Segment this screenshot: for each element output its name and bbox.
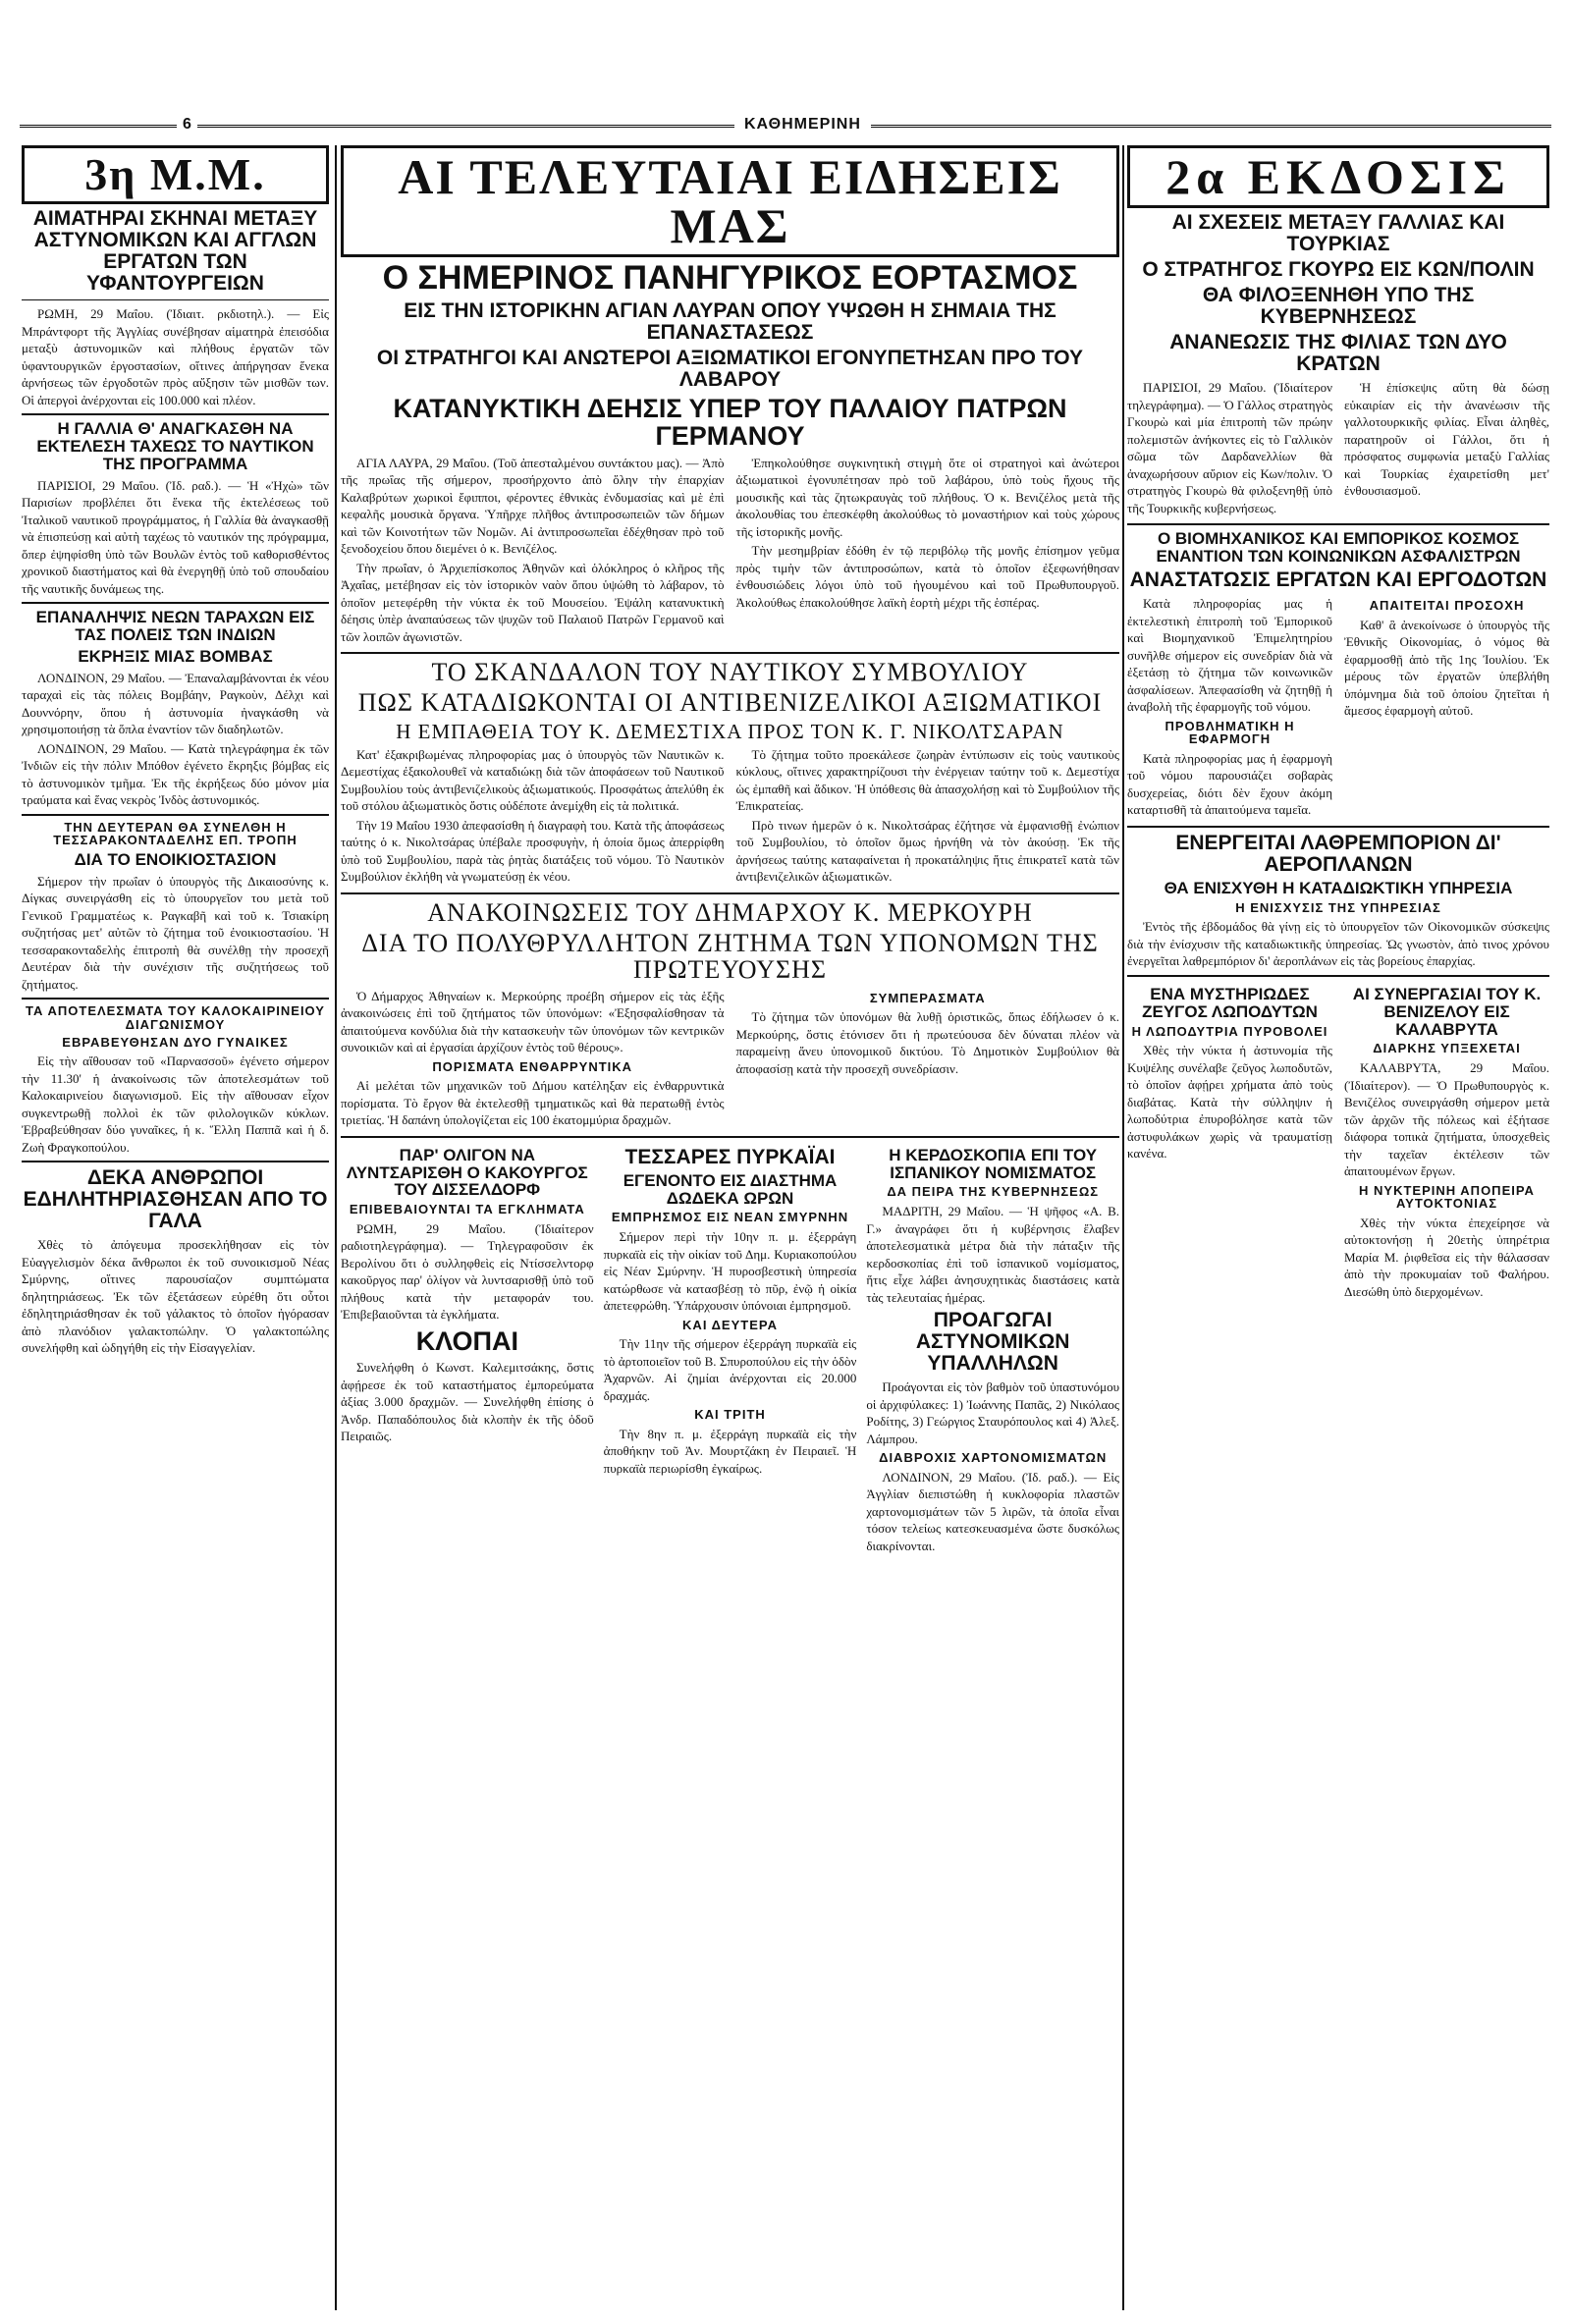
paragraph: Χθὲς τὴν νύκτα ἐπεχείρησε νὰ αὐτοκτονήσῃ ἡ 20ετὴς ὑπηρέτρια Μαρία Μ. ῥιφθεῖσα εἰς τὴν θάλασσαν ἀπὸ τὴν προκυμαίαν τοῦ Φαλήρου. Διεσώθη ὑπὸ διερχομένων. xyxy=(1344,1215,1549,1299)
article-france-turkey xyxy=(1127,379,1549,518)
subheadline-hosted: ΘΑ ΦΙΛΟΞΕΝΗΘΗ ΥΠΟ ΤΗΣ ΚΥΒΕΡΝΗΣΕΩΣ xyxy=(1202,284,1475,329)
subhead-crimes: ΕΠΙΒΕΒΑΙΟΥΝΤΑΙ ΤΑ ΕΓΚΛΗΜΑΤΑ xyxy=(349,1202,585,1217)
article-navy-scandal xyxy=(341,746,1119,888)
paragraph: Τὴν πρωΐαν, ὁ Ἀρχιεπίσκοπος Ἀθηνῶν καὶ ὁλόκληρος ὁ κλῆρος τῆς Ἀχαΐας, μετέβησαν εἰς τὸν ἱστορικὸν ναὸν ὅπου ὑψώθη τὸ λάβαρον, τὸ ὁποῖον μετεφέρθη τὴν νύκτα ἐκ τοῦ Μουσείου. Ἐψάλη κατανυκτικὴ δέησις ὑπὲρ ἀναπαύσεως τῶν ψυχῶν τοῦ Παλαιοῦ Πατρῶν Γερμανοῦ καὶ τῶν λοιπῶν ἀγωνιστῶν. xyxy=(341,560,725,644)
subheadline-twelve-hours: ΕΓΕΝΟΝΤΟ ΕΙΣ ΔΙΑΣΤΗΜΑ ΔΩΔΕΚΑ ΩΡΩΝ xyxy=(623,1170,838,1208)
article-bomb: ΛΟΝΔΙΝΟΝ, 29 Μαΐου. — Κατὰ τηλεγράφημα ἐκ τῶν Ἰνδιῶν εἰς τὴν πόλιν Μπόθον ἐγένετο ἔκρηξις βόμβας εἰς τὸ ἀστυνομικὸν τμῆμα. Ἐκ τῆς ἐκρήξεως δύο μόνον μία τραύματα καὶ ἕνας νεκρὸς Ἰνδὸς ἀστυνομικός. xyxy=(22,740,329,808)
subhead-shooting: Η ΛΩΠΟΔΥΤΡΙΑ ΠΥΡΟΒΟΛΕΙ xyxy=(1131,1023,1328,1039)
center-column xyxy=(341,145,1119,2310)
article-smuggling: Ἐντὸς τῆς ἑβδομάδος θὰ γίνῃ εἰς τὸ ὑπουργεῖον τῶν Οἰκονομικῶν σύσκεψις διὰ τὴν ἐνίσχυσιν τῆς καταδιωκτικῆς ὑπηρεσίας. Ὡς γνωστὸν, ἀπὸ τινος χρόνου ἐνεργεῖται λαθρεμπόριον δι' ἀεροπλάνων εἰς τὰς βορείους ἐπαρχίας. xyxy=(1127,919,1549,969)
subheadline-generals: ΟΙ ΣΤΡΑΤΗΓΟΙ ΚΑΙ ΑΝΩΤΕΡΟΙ ΑΞΙΩΜΑΤΙΚΟΙ ΕΓΟΝΥΠΕΤΗΣΑΝ ΠΡΟ ΤΟΥ ΛΑΒΑΡΟΥ xyxy=(376,346,1084,391)
paragraph: ΜΑΔΡΙΤΗ, 29 Μαΐου. — Ἡ ψῆφος «Α. Β. Γ.» ἀναγράφει ὅτι ἡ κυβέρνησις ἔλαβεν ἀποτελεσματικὰ μέτρα διὰ τὴν πάταξιν τῆς κερδοσκοπίας ἐπὶ τοῦ ἰσπανικοῦ νομίσματος, ἥτις εἶχε λάβει ἀνησυχητικὰς διαστάσεις κατὰ τὰς τελευταίας ἡμέρας. xyxy=(866,1204,1119,1305)
article-venizelos xyxy=(1344,982,1549,1302)
divider xyxy=(341,892,1119,894)
headline-peseta: Η ΚΕΡΔΟΣΚΟΠΙΑ ΕΠΙ ΤΟΥ ΙΣΠΑΝΙΚΟΥ ΝΟΜΙΣΜΑΤΟΣ xyxy=(889,1145,1098,1182)
article-pickpockets xyxy=(1127,982,1332,1302)
headline-celebration: Ο ΣΗΜΕΡΙΝΟΣ ΠΑΝΗΓΥΡΙΚΟΣ ΕΟΡΤΑΣΜΟΣ xyxy=(382,259,1078,297)
divider xyxy=(22,413,329,415)
headline-dusseldorf: ΠΑΡ' ΟΛΙΓΟΝ ΝΑ ΛΥΝΤΣΑΡΙΣΘΗ Ο ΚΑΚΟΥΡΓΟΣ ΤΟΥ ΔΙΣΣΕΛΔΟΡΦ xyxy=(346,1145,588,1200)
subheadline-sewers: ΔΙΑ ΤΟ ΠΟΛΥΘΡΥΛΛΗΤΟΝ ΖΗΤΗΜΑ ΤΩΝ ΥΠΟΝΟΜΩΝ ΤΗΣ ΠΡΩΤΕΥΟΥΣΗΣ xyxy=(361,929,1099,985)
page-header-rule xyxy=(20,116,1551,135)
headline-navy-scandal: ΤΟ ΣΚΑΝΔΑΛΟΝ ΤΟΥ ΝΑΥΤΙΚΟΥ ΣΥΜΒΟΥΛΙΟΥ xyxy=(431,658,1029,687)
subheadline-officers: ΠΩΣ ΚΑΤΑΔΙΩΚΟΝΤΑΙ ΟΙ ΑΝΤΙΒΕΝΙΖΕΛΙΚΟΙ ΑΞΙΩΜΑΤΙΚΟΙ xyxy=(357,688,1103,718)
subhead-third: ΚΑΙ ΤΡΙΤΗ xyxy=(694,1407,766,1423)
article-peseta xyxy=(866,1143,1119,1557)
subhead-suicide: Η ΝΥΚΤΕΡΙΝΗ ΑΠΟΠΕΙΡΑ ΑΥΤΟΚΤΟΝΙΑΣ xyxy=(1359,1182,1535,1212)
subhead-continues: ΔΙΑΡΚΗΣ ΥΠΞΕΧΕΤΑΙ xyxy=(1373,1041,1521,1056)
divider xyxy=(1127,523,1549,525)
divider xyxy=(1127,826,1549,828)
headline-france-navy: Η ΓΑΛΛΙΑ Θ' ΑΝΑΓΚΑΣΘΗ ΝΑ ΕΚΤΕΛΕΣΗ ΤΑΧΕΩΣ ΤΟ ΝΑΥΤΙΚΟΝ ΤΗΣ ΠΡΟΓΡΑΜΜΑ xyxy=(36,419,314,473)
headline-mayor: ΑΝΑΚΟΙΝΩΣΕΙΣ ΤΟΥ ΔΗΜΑΡΧΟΥ Κ. ΜΕΡΚΟΥΡΗ xyxy=(427,897,1033,927)
headline-pickpockets: ΕΝΑ ΜΥΣΤΗΡΙΩΔΕΣ ΖΕΥΓΟΣ ΛΩΠΟΔΥΤΩΝ xyxy=(1142,984,1318,1021)
bottom-right-row xyxy=(1127,982,1549,1302)
divider xyxy=(22,1161,329,1162)
column-divider-left xyxy=(335,145,337,2310)
subhead-thefts: ΚΛΟΠΑΙ xyxy=(415,1325,518,1356)
subhead-conclusions: ΣΥΜΠΕΡΑΣΜΑΤΑ xyxy=(869,990,986,1005)
paragraph: Κατὰ πληροφορίας μας ἡ ἐκτελεστικὴ ἐπιτροπὴ τοῦ Ἐμπορικοῦ καὶ Βιομηχανικοῦ Ἐπιμελητηρίου συνῆλθε σήμερον εἰς συνεδρίαν διὰ νὰ ἐξετάσῃ τὸ ζήτημα τῶν κοινωνικῶν ἀσφαλίσεων. Ἀπεφασίσθη νὰ ζητηθῇ ἡ ἀναβολὴ τῆς ἐφαρμογῆς τοῦ νόμου. xyxy=(1127,596,1332,715)
paragraph: Τὸ ζήτημα τῶν ὑπονόμων θὰ λυθῇ ὁριστικῶς, ὅπως ἐδήλωσεν ὁ κ. Μερκούρης, ὅστις ἐτόνισεν ὅτι ἡ πρωτεύουσα δὲν δύναται πλέον νὰ παραμείνῃ ἄνευ ὑπονομικοῦ δικτύου. Τὸ Δημοτικὸν Συμβούλιον θὰ ἀποφασίσῃ κατὰ τὴν προσεχῆ συνεδρίασιν. xyxy=(735,1009,1119,1076)
paragraph: ΛΟΝΔΙΝΟΝ, 29 Μαΐου. (Ἰδ. ραδ.). — Εἰς Ἀγγλίαν διεπιστώθη ἡ κυκλοφορία πλαστῶν χαρτονομισμάτων τῶν 5 λιρῶν, τὰ ὁποῖα εἶναι τόσον τελείως κατεσκευασμένα ὥστε δυσκόλως διακρίνονται. xyxy=(866,1469,1119,1553)
subhead-banknotes: ΔΙΑΒΡΟΧΙΣ ΧΑΡΤΟΝΟΜΙΣΜΑΤΩΝ xyxy=(879,1450,1108,1466)
subheadline-arson: ΕΜΠΡΗΣΜΟΣ ΕΙΣ ΝΕΑΝ ΣΜΥΡΝΗΝ xyxy=(611,1210,849,1225)
subheadline-germanos: ΚΑΤΑΝΥΚΤΙΚΗ ΔΕΗΣΙΣ ΥΠΕΡ ΤΟΥ ΠΑΛΑΙΟΥ ΠΑΤΡΩΝ ΓΕΡΜΑΝΟΥ xyxy=(393,393,1067,452)
headline-fires: ΤΕΣΣΑΡΕΣ ΠΥΡΚΑΪΑΙ xyxy=(624,1145,836,1168)
divider xyxy=(341,652,1119,654)
paragraph: Συνελήφθη ὁ Κωνστ. Καλεμιτσάκης, ὅστις ἀφῄρεσε ἐκ τοῦ καταστήματος ἐμπορεύματα ἀξίας 3.000 δραχμῶν. — Συνελήφθη ἐπίσης ὁ Ἀνδρ. Παπαδόπουλος διὰ κλοπὴν ἐκ τῆς ὁδοῦ Πειραιῶς. xyxy=(341,1360,594,1444)
headline-smuggling: ΕΝΕΡΓΕΙΤΑΙ ΛΑΘΡΕΜΠΟΡΙΟΝ ΔΙ' ΑΕΡΟΠΛΑΝΩΝ xyxy=(1175,831,1501,876)
subheadline-unrest: ΑΝΑΣΤΑΤΩΣΙΣ ΕΡΓΑΤΩΝ ΚΑΙ ΕΡΓΟΔΟΤΩΝ xyxy=(1129,568,1547,592)
left-column xyxy=(22,145,329,2310)
paragraph: Τὴν 8ην π. μ. ἐξερράγη πυρκαϊὰ εἰς τὴν ἀποθήκην τοῦ Ἀν. Μουρτζάκη ἐν Πειραιεῖ. Ἡ πυρκαϊὰ περιωρίσθη ἐγκαίρως. xyxy=(603,1426,857,1476)
paragraph: Τὴν μεσημβρίαν ἐδόθη ἐν τῷ περιβόλῳ τῆς μονῆς ἐπίσημον γεῦμα πρὸς τιμὴν τῶν ἀντιπροσώπων, κατὰ τὸ ὁποῖον ἐξεφωνήθησαν ἐνθουσιώδεις λόγοι ὑπὸ τοῦ ἡγουμένου καὶ τοῦ Πρωθυπουργοῦ. Ἀκολούθως ἐπακολούθησε λαϊκὴ ἑορτὴ μέχρι τῆς ἑσπέρας. xyxy=(735,543,1119,610)
article-celebration xyxy=(341,455,1119,648)
article-committee: Σήμερον τὴν πρωΐαν ὁ ὑπουργὸς τῆς Δικαιοσύνης κ. Δίγκας συνειργάσθη εἰς τὸ ὑπουργεῖον του μετὰ τοῦ Γενικοῦ Γραμματέως κ. Ραγκαβῆ καὶ τοῦ κ. Τσιακίρη συζητήσας μετ' αὐτῶν τὸ ζήτημα τοῦ ἐνοικιοστασίου. Ἡ τεσσαρακονταδελὴς ἐπιτροπὴ θὰ συνέλθῃ τὴν προσεχῆ Δευτέραν διὰ τὴν συνέχισιν τῆς συζητήσεως τοῦ ζητήματος. xyxy=(22,873,329,992)
subhead-second: ΚΑΙ ΔΕΥΤΕΡΑ xyxy=(682,1317,778,1332)
divider xyxy=(22,602,329,604)
article-riots: ΡΩΜΗ, 29 Μαΐου. (Ἰδιαιτ. ρκδιοτηλ.). — Εἰς Μπράντφορτ τῆς Ἀγγλίας συνέβησαν αἱματηρὰ ἐπεισόδια μεταξὺ ἀστυνομικῶν καὶ πλήθους ἐργατῶν τῶν ὑφαντουργικῶν ἐργοστασίων, οἵτινες ἀπήργησαν ἕνεκα ἀρνήσεως τῶν ἐργοδοτῶν πρὸς αὔξησιν τῶν μισθῶν των. Οἱ ἀπεργοὶ ἀνέρχονται εἰς 100.000 καὶ πλέον. xyxy=(22,306,329,407)
paragraph: Πρὸ τινων ἡμερῶν ὁ κ. Νικολτσάρας ἐζήτησε νὰ ἐμφανισθῇ ἐνώπιον τοῦ Συμβουλίου, τὸ ὁποῖον ὅμως ἠρνήθη νὰ τὸν ἀκούσῃ. Ἐκ τῆς ἀρνήσεως ταύτης καταφαίνεται ἡ προκατάληψις ἥτις ἐπικρατεῖ κατὰ τῶν ἀντιβενιζελικῶν ἀξιωματικῶν. xyxy=(735,817,1119,885)
subheadline-women: ΕΒΡΑΒΕΥΘΗΣΑΝ ΔΥΟ ΓΥΝΑΙΚΕΣ xyxy=(62,1034,289,1050)
paragraph: Τὴν 19 Μαΐου 1930 ἀπεφασίσθη ἡ διαγραφὴ του. Κατὰ τῆς ἀποφάσεως ταύτης ὁ κ. Νικολτσάρας ὑπέβαλε προσφυγὴν, ἡ ὁποία ὅμως ἀπερρίφθη ὑπὸ τοῦ Συμβουλίου, παρὰ τὰς ῥητὰς διατάξεις τοῦ νόμου. Τὸ Ναυτικὸν Συμβούλιον ἐκλήθη νὰ γνωματεύσῃ ἐκ νέου. xyxy=(341,817,725,885)
subhead-government: ΔΑ ΠΕΙΡΑ ΤΗΣ ΚΥΒΕΡΝΗΣΕΩΣ xyxy=(887,1184,1100,1200)
article-france-navy: ΠΑΡΙΣΙΟΙ, 29 Μαΐου. (Ἰδ. ραδ.). — Ἡ «Ἠχὼ» τῶν Παρισίων προβλέπει ὅτι ἕνεκα τῆς ἐκτελέσεως τοῦ Ἰταλικοῦ ναυτικοῦ προγράμματος, ἡ Γαλλία θὰ ἀναγκασθῇ νὰ ἐπισπεύσῃ καὶ αὐτὴ ταχέως τὸ ναυτικόν της πρόγραμμα, ὅπερ ἐψηφίσθη ὑπὸ τῶν Βουλῶν ἐντὸς τοῦ καθορισθέντος χρονικοῦ διαστήματος καὶ θὰ ἐνεργηθῇ ὑπὸ τοῦ σπουδαίου τῆς ναυτικῆς δυνάμεως της. xyxy=(22,477,329,596)
article-india: ΛΟΝΔΙΝΟΝ, 29 Μαΐου. — Ἐπαναλαμβάνονται ἐκ νέου ταραχαὶ εἰς τὰς πόλεις Βομβάην, Ραγκοὺν, Δέλχι καὶ Δουννόρην, ὅπου ἡ ἀστυνομία ἠναγκάσθη νὰ χρησιμοποιήσῃ τὰ ὅπλα ἐναντίον τῶν διαδηλωτῶν. xyxy=(22,670,329,737)
paragraph: Τὴν 11ην τῆς σήμερον ἐξερράγη πυρκαϊὰ εἰς τὸ ἀρτοποιεῖον τοῦ Β. Σπυροπούλου εἰς τὴν ὁδὸν Ἀχαρνῶν. Αἱ ζημίαι ἀνέρχονται εἰς 20.000 δραχμάς. xyxy=(603,1336,857,1403)
subheadline-lavra: ΕΙΣ ΤΗΝ ΙΣΤΟΡΙΚΗΝ ΑΓΙΑΝ ΛΑΥΡΑΝ ΟΠΟΥ ΥΨΩΘΗ Η ΣΗΜΑΙΑ ΤΗΣ ΕΠΑΝΑΣΤΑΣΕΩΣ xyxy=(404,298,1056,344)
headline-india: ΕΠΑΝΑΛΗΨΙΣ ΝΕΩΝ ΤΑΡΑΧΩΝ ΕΙΣ ΤΑΣ ΠΟΛΕΙΣ ΤΩΝ ΙΝΔΙΩΝ xyxy=(35,608,315,645)
subheadline-bomb: ΕΚΡΗΞΙΣ ΜΙΑΣ ΒΟΜΒΑΣ xyxy=(78,646,273,666)
paragraph: Τὸ ζήτημα τοῦτο προεκάλεσε ζωηρὰν ἐντύπωσιν εἰς τοὺς ναυτικοὺς κύκλους, οἵτινες χαρακτηρίζουσι τὴν ἐνέργειαν ταύτην τοῦ κ. Δεμεστίχα ὡς ἐμπαθῆ καὶ ἄδικον. Ἡ ὑπόθεσις θὰ ἀπασχολήσῃ καὶ τὸ Συμβούλιον τῆς Ἐπικρατείας. xyxy=(735,746,1119,814)
subhead-attention: ΑΠΑΙΤΕΙΤΑΙ ΠΡΟΣΟΧΗ xyxy=(1369,598,1525,614)
masthead: ΚΑΘΗΜΕΡΙΝΗ xyxy=(734,116,871,134)
headline-insurance: Ο ΒΙΟΜΗΧΑΝΙΚΟΣ ΚΑΙ ΕΜΠΟΡΙΚΟΣ ΚΟΣΜΟΣ ΕΝΑΝΤΙΟΝ ΤΩΝ ΚΟΙΝΩΝΙΚΩΝ ΑΣΦΑΛΙΣΤΡΩΝ xyxy=(1156,529,1521,567)
subhead-reinforcement: Η ΕΝΙΣΧΥΣΙΣ ΤΗΣ ΥΠΗΡΕΣΙΑΣ xyxy=(1235,899,1441,915)
article-contest: Εἰς τὴν αἴθουσαν τοῦ «Παρνασσοῦ» ἐγένετο σήμερον τὴν 11.30' ἡ ἀνακοίνωσις τῶν ἀποτελεσμάτων τοῦ Καλοκαιρινείου διαγωνισμοῦ. Εἰς τὴν αἴθουσαν εἶχον συγκεντρωθῇ πολλοὶ ἐκ τῶν φιλολογικῶν κύκλων. Ἐβραβεύθησαν δύο γυναῖκες, ἡ κ. Ἕλλη Παππᾶ καὶ ἡ δ. Ζωὴ Φραγκοπούλου. xyxy=(22,1054,329,1155)
article-fires xyxy=(604,1143,857,1557)
divider xyxy=(341,1136,1119,1138)
article-mayor xyxy=(341,988,1119,1131)
divider xyxy=(22,814,329,816)
paragraph: Κατ' ἐξακριβωμένας πληροφορίας μας ὁ ὑπουργὸς τῶν Ναυτικῶν κ. Δεμεστίχας ἐξακολουθεῖ νὰ καταδιώκῃ διὰ τῶν ἀποφάσεων τοῦ Ναυτικοῦ Συμβουλίου τοὺς ἀντιβενιζελικοὺς ἀξιωματικούς. Προσφάτως ἀπελύθη ἐκ τοῦ στόλου ἀξιωματικὸς ὅστις οὐδέποτε ἀνεμίχθη εἰς τὰ πολιτικά. xyxy=(341,746,725,814)
edition-title: 3η Μ.Μ. xyxy=(22,145,329,204)
paragraph: Χθὲς τὴν νύκτα ἡ ἀστυνομία τῆς Κυψέλης συνέλαβε ζεῦγος λωποδυτῶν, τὸ ὁποῖον ἀφῄρει χρήματα ἀπὸ τοὺς διαβάτας. Κατὰ τὴν σύλληψιν ἡ λωποδύτρια ἐπυροβόλησε κατὰ τῶν ἀστυφυλάκων χωρὶς νὰ τραυματίσῃ κανένα. xyxy=(1127,1043,1332,1162)
second-edition-banner: 2α ΕΚΔΟΣΙΣ xyxy=(1127,145,1549,208)
headline-contest: ΤΑ ΑΠΟΤΕΛΕΣΜΑΤΑ ΤΟΥ ΚΑΛΟΚΑΙΡΙΝΕΙΟΥ ΔΙΑΓΩΝΙΣΜΟΥ xyxy=(26,1003,325,1033)
paragraph: ΠΑΡΙΣΙΟΙ, 29 Μαΐου. (Ἰδιαίτερον τηλεγράφημα). — Ὁ Γάλλος στρατηγὸς Γκουρὼ καὶ μία ἐπιτροπὴ τῶν πρώην πολεμιστῶν ἀνήκοντες εἰς τὸ Γαλλικὸν σῶμα τῶν Δαρδανελλίων θὰ ἀναχωρήσουν αὔριον εἰς Κων/πολιν. Ὁ στρατηγὸς Γκουρὼ θὰ φιλοξενηθῇ ὑπὸ τῆς Τουρκικῆς κυβερνήσεως. xyxy=(1127,380,1332,515)
subheadline-gouraud: Ο ΣΤΡΑΤΗΓΟΣ ΓΚΟΥΡΩ ΕΙΣ ΚΩΝ/ΠΟΛΙΝ xyxy=(1142,258,1535,282)
paragraph: Αἱ μελέται τῶν μηχανικῶν τοῦ Δήμου κατέληξαν εἰς ἐνθαρρυντικὰ πορίσματα. Τὸ ἔργον θὰ ἐκτελεσθῇ τμηματικῶς καὶ θὰ περατωθῇ ἐντὸς τριετίας. Ἡ δαπάνη ὑπολογίζεται εἰς 100 ἑκατομμύρια δραχμῶν. xyxy=(341,1078,725,1128)
subheadline-friendship: ΑΝΑΝΕΩΣΙΣ ΤΗΣ ΦΙΛΙΑΣ ΤΩΝ ΔΥΟ ΚΡΑΤΩΝ xyxy=(1169,331,1507,376)
article-dusseldorf xyxy=(341,1143,594,1557)
paragraph: ΡΩΜΗ, 29 Μαΐου. (Ἰδιαίτερον ραδιοτηλεγράφημα). — Τηλεγραφοῦσιν ἐκ Βερολίνου ὅτι ὁ συλληφθεὶς εἰς Ντίσσελντορφ κακοῦργος παρ' ὀλίγον νὰ λυντσαρισθῇ ὑπὸ τοῦ πλήθους κατὰ τὴν μεταφοράν του. Ἐπιβεβαιοῦνται τὰ ἐγκλήματα. xyxy=(341,1220,594,1323)
subhead-promotions: ΠΡΟΑΓΩΓΑΙ ΑΣΤΥΝΟΜΙΚΩΝ ΥΠΑΛΛΗΛΩΝ xyxy=(915,1309,1070,1376)
center-banner: ΑΙ ΤΕΛΕΥΤΑΙΑΙ ΕΙΔΗΣΕΙΣ ΜΑΣ xyxy=(341,145,1119,257)
subheadline-pursuit: ΘΑ ΕΝΙΣΧΥΘΗ Η ΚΑΤΑΔΙΩΚΤΙΚΗ ΥΠΗΡΕΣΙΑ xyxy=(1164,878,1513,897)
paragraph: Κατὰ πληροφορίας μας ἡ ἐφαρμογὴ τοῦ νόμου παρουσιάζει σοβαρὰς δυσχερείας, διότι δὲν ἔχουν ἀκόμη καταρτισθῆ τὰ ἀπαιτούμενα ταμεῖα. xyxy=(1127,750,1332,818)
headline-france-turkey: ΑΙ ΣΧΕΣΕΙΣ ΜΕΤΑΞΥ ΓΑΛΛΙΑΣ ΚΑΙ ΤΟΥΡΚΙΑΣ xyxy=(1171,211,1505,256)
column-divider-right xyxy=(1122,145,1124,2310)
right-column xyxy=(1127,145,1549,2310)
subheadline-rent: ΔΙΑ ΤΟ ΕΝΟΙΚΙΟΣΤΑΣΙΟΝ xyxy=(74,850,277,870)
paragraph: Ἐπηκολούθησε συγκινητικὴ στιγμὴ ὅτε οἱ στρατηγοὶ καὶ ἀνώτεροι ἀξιωματικοὶ ἐγονυπέτησαν πρὸ τοῦ λαβάρου, ὑπὸ τοὺς ἤχους τῆς μουσικῆς καὶ τὰς ζητωκραυγὰς τοῦ πλήθους. Ὁ κ. Βενιζέλος μετὰ τῆς ἀκολουθίας του ἐπεσκέφθη ἀκολούθως τὸ μοναστήριον καὶ τοὺς χώρους τῆς ἱστορικῆς μονῆς. xyxy=(735,455,1119,539)
article-milk: Χθὲς τὸ ἀπόγευμα προσεκλήθησαν εἰς τὸν Εὐαγγελισμὸν δέκα ἄνθρωποι ἐκ τοῦ συνοικισμοῦ Νέας Σμύρνης, οἵτινες παρουσίαζον συμπτώματα δηλητηριάσεως. Ἐκ τῶν ἐξετάσεων εὑρέθη ὅτι οὗτοι ἐδηλητηριάσθησαν ἐκ τοῦ γάλακτος τὸ ὁποῖον ἠγόρασαν ἀπὸ πλανόδιον γαλακτοπώλην. Ὁ γαλακτοπώλης συνελήφθη καὶ ὡδηγήθη εἰς τὴν Εἰσαγγελίαν. xyxy=(22,1237,329,1356)
paragraph: Ὁ Δήμαρχος Ἀθηναίων κ. Μερκούρης προέβη σήμερον εἰς τὰς ἑξῆς ἀνακοινώσεις ἐπὶ τοῦ ζητήματος τῶν ὑπονόμων: «Ἐξησφαλίσθησαν τὰ ἀπαιτούμενα κονδύλια διὰ τὴν κατασκευὴν τῶν ὑπονόμων τῶν κεντρικῶν συνοικιῶν καὶ αἱ ἐργασίαι ἀρχίζουν ἐντὸς τοῦ θέρους». xyxy=(341,988,725,1055)
paragraph: Ἡ ἐπίσκεψις αὕτη θὰ δώσῃ εὐκαιρίαν εἰς τὴν ἀνανέωσιν τῆς γαλλοτουρκικῆς φιλίας. Εἶναι ἀληθὲς, παρατηροῦν οἱ Γάλλοι, ὅτι ἡ πρόσφατος συμφωνία μεταξὺ Γαλλίας καὶ Τουρκίας ἐχαιρετίσθη μετ' ἐνθουσιασμοῦ. xyxy=(1344,380,1549,499)
page-number: 6 xyxy=(177,116,197,134)
paragraph: Καθ' ἃ ἀνεκοίνωσε ὁ ὑπουργὸς τῆς Ἐθνικῆς Οἰκονομίας, ὁ νόμος θὰ ἐφαρμοσθῇ ἀπὸ τῆς 1ης Ἰουλίου. Ἐκ μέρους τῶν ἐργατῶν ὑπεβλήθη ὑπόμνημα διὰ τοῦ ὁποίου ζητεῖται ἡ ἄμεσος ἐφαρμογὴ αὐτοῦ. xyxy=(1344,617,1549,719)
divider xyxy=(22,998,329,1000)
headline-venizelos: ΑΙ ΣΥΝΕΡΓΑΣΙΑΙ ΤΟΥ Κ. ΒΕΝΙΖΕΛΟΥ ΕΙΣ ΚΑΛΑΒΡΥΤΑ xyxy=(1352,984,1542,1039)
paragraph: Προάγονται εἰς τὸν βαθμὸν τοῦ ὑπαστυνόμου οἱ ἀρχιφύλακες: 1) Ἰωάννης Παπᾶς, 2) Νικόλαος Ροδίτης, 3) Γεώργιος Σταυρόπουλος καὶ 4) Ἀλεξ. Λάμπρου. xyxy=(866,1379,1119,1446)
headline-committee: ΤΗΝ ΔΕΥΤΕΡΑΝ ΘΑ ΣΥΝΕΛΘΗ Η ΤΕΣΣΑΡΑΚΟΝΤΑΔΕΛΗΣ ΕΠ. ΤΡΟΠΗ xyxy=(53,819,298,848)
divider xyxy=(1127,975,1549,977)
paragraph: Σήμερον περὶ τὴν 10ην π. μ. ἐξερράγη πυρκαϊὰ εἰς τὴν οἰκίαν τοῦ Δημ. Κυριακοπούλου εἰς Νέαν Σμύρνην. Ἡ πυροσβεστικὴ ὑπηρεσία κατώρθωσε νὰ κατασβέσῃ τὸ πῦρ, ἐνῷ ἡ οἰκία ἀπετεφρώθη. Ὑπάρχουσιν ὑπόνοιαι ἐμπρησμοῦ. xyxy=(603,1229,857,1314)
paragraph: ΑΓΙΑ ΛΑΥΡΑ, 29 Μαΐου. (Τοῦ ἀπεσταλμένου συντάκτου μας). — Ἀπὸ τῆς πρωΐας τῆς σήμερον, προσήρχοντο ἀπὸ ὅλην τὴν ἐπαρχίαν Καλαβρύτων χωρικοὶ ἔφιπποι, φέροντες ἐθνικὰς ἐνδυμασίας καὶ μὲ ἐπὶ κεφαλῆς μουσικὰ ὄργανα. Ὑπῆρχε πλῆθος ἀντιπροσωπειῶν τῶν δήμων καὶ τῶν Κοινοτήτων τῶν Νομῶν. Αἱ ἀντιπροσωπεῖαι ἐδέχθησαν πρὸ τοῦ ξενοδοχείου ὅπου διεμένει ὁ κ. Βενιζέλος. xyxy=(341,455,725,557)
article-insurance xyxy=(1127,595,1549,821)
headline-riots: ΑΙΜΑΤΗΡΑΙ ΣΚΗΝΑΙ ΜΕΤΑΞΥ ΑΣΤΥΝΟΜΙΚΩΝ ΚΑΙ ΑΓΓΛΩΝ ΕΡΓΑΤΩΝ ΤΩΝ ΥΦΑΝΤΟΥΡΓΕΙΩΝ xyxy=(32,207,318,296)
subheadline-demestichas: Η ΕΜΠΑΘΕΙΑ ΤΟΥ Κ. ΔΕΜΕΣΤΙΧΑ ΠΡΟΣ ΤΟΝ Κ. Γ. ΝΙΚΟΛΤΣΑΡΑΝ xyxy=(396,719,1064,743)
paragraph: ΚΑΛΑΒΡΥΤΑ, 29 Μαΐου. (Ἰδιαίτερον). — Ὁ Πρωθυπουργὸς κ. Βενιζέλος συνειργάσθη σήμερον μετὰ τῶν ἀρχῶν τῆς πόλεως καὶ ἐξήτασε διάφορα τοπικὰ ζητήματα, ὑποσχεθεὶς τὴν ταχεῖαν ἐκτέλεσιν τῶν ἀπαιτουμένων ἔργων. xyxy=(1344,1060,1549,1179)
divider xyxy=(22,299,329,300)
headline-milk: ΔΕΚΑ ΑΝΘΡΩΠΟΙ ΕΔΗΛΗΤΗΡΙΑΣΘΗΣΑΝ ΑΠΟ ΤΟ ΓΑΛΑ xyxy=(23,1166,328,1233)
subhead-findings: ΠΟΡΙΣΜΑΤΑ ΕΝΘΑΡΡΥΝΤΙΚΑ xyxy=(432,1058,633,1074)
bottom-news-row xyxy=(341,1143,1119,1557)
subhead-problematic: ΠΡΟΒΛΗΜΑΤΙΚΗ Η ΕΦΑΡΜΟΓΗ xyxy=(1165,718,1295,747)
